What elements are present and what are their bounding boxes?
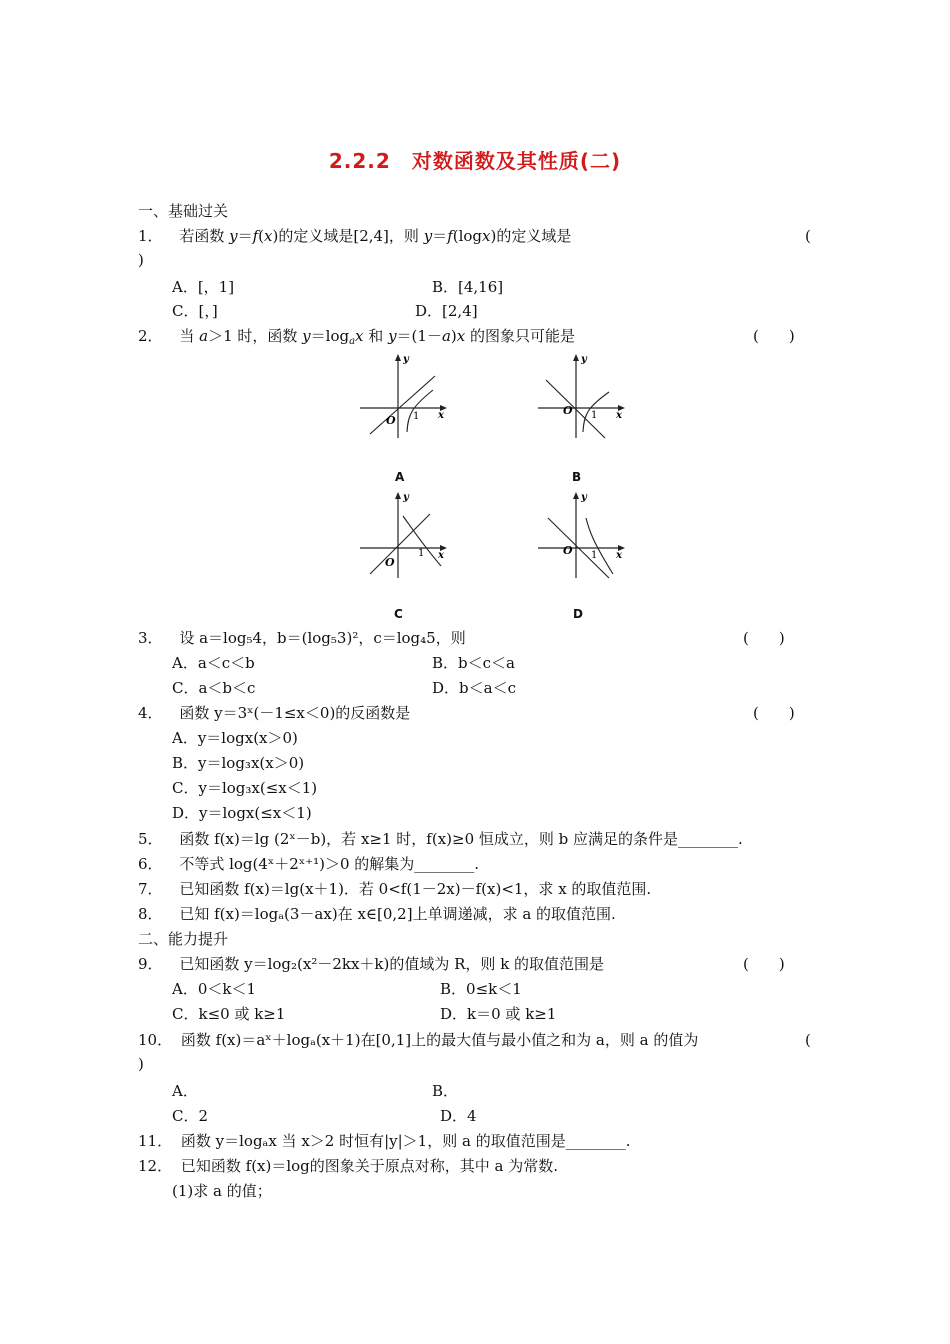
axis-label-x: x: [438, 550, 444, 561]
question-4: [138, 702, 410, 724]
option-a: A．0＜k＜1: [172, 980, 257, 998]
option-d: D．4: [440, 1107, 477, 1125]
axis-label-y: y: [581, 354, 587, 365]
question-2: [138, 325, 575, 347]
question-number: 2．: [138, 327, 163, 345]
question-9: [138, 953, 604, 975]
tick-one: 1: [413, 411, 420, 422]
question-12: [138, 1155, 558, 1177]
origin-label: O: [563, 404, 573, 417]
question-number: 12．: [138, 1157, 173, 1175]
option-d: D．k＝0 或 k≥1: [440, 1005, 557, 1023]
question-1: [138, 225, 571, 247]
option-a: A．y＝logx(x＞0): [172, 729, 298, 747]
tick-one: 1: [591, 410, 598, 421]
question-number: 8．: [138, 905, 163, 923]
option-c: C．[，]: [172, 302, 218, 320]
question-11: [138, 1130, 630, 1152]
question-stem: 已知函数 f(x)＝lg(x＋1)．若 0<f(1－2x)－f(x)<1，求 x 的取值范围.: [179, 880, 652, 898]
question-number: 9．: [138, 955, 163, 973]
question-stem: 已知函数 f(x)＝log的图象关于原点对称，其中 a 为常数.: [180, 1157, 559, 1175]
answer-paren: ( ): [743, 955, 785, 973]
axis-label-x: x: [616, 410, 622, 421]
question-6: [138, 853, 479, 875]
question-stem: 函数 y＝3ˣ(－1≤x＜0)的反函数是: [179, 704, 411, 722]
option-c: C．k≤0 或 k≥1: [172, 1005, 286, 1023]
question-stem: 函数 f(x)＝aˣ＋logₐ(x＋1)在[0,1]上的最大值与最小值之和为 a，则 a 的值为: [180, 1031, 699, 1049]
option-a: A．: [172, 1082, 198, 1100]
axis-label-y: y: [581, 492, 587, 503]
question-number: 4．: [138, 704, 163, 722]
axis-label-x: x: [438, 410, 444, 421]
option-b: B．y＝log₃x(x＞0): [172, 754, 305, 772]
origin-label: O: [563, 544, 573, 557]
option-b: B．[4,16]: [432, 278, 504, 296]
answer-paren-close: ): [138, 1055, 144, 1073]
answer-paren: ( ): [753, 327, 795, 345]
graph-label-b: B: [572, 470, 582, 484]
option-d: D．y＝logx(≤x＜1): [172, 804, 312, 822]
question-stem: 不等式 log(4ˣ＋2ˣ⁺¹)＞0 的解集为________.: [179, 855, 480, 873]
option-b: B．0≤k＜1: [440, 980, 522, 998]
origin-label: O: [386, 414, 396, 427]
question-number: 7．: [138, 880, 163, 898]
answer-paren-open: (: [805, 227, 811, 245]
option-b: B．b＜c＜a: [432, 654, 515, 672]
tick-one: 1: [418, 548, 425, 559]
graph-a: [355, 352, 450, 442]
question-number: 10．: [138, 1031, 173, 1049]
option-b: B．: [432, 1082, 459, 1100]
option-a: A．a＜c＜b: [172, 654, 255, 672]
question-8: [138, 903, 616, 925]
question-stem: 函数 y＝logₐx 当 x＞2 时恒有|y|＞1，则 a 的取值范围是________.: [180, 1132, 631, 1150]
question-12-part-1: (1)求 a 的值；: [172, 1182, 272, 1200]
section-heading-basic: 一、基础过关: [138, 202, 229, 220]
question-10: [138, 1029, 698, 1051]
question-stem: 已知 f(x)＝logₐ(3－ax)在 x∈[0,2]上单调递减，求 a 的取值范围.: [179, 905, 616, 923]
answer-paren: ( ): [753, 704, 795, 722]
graph-b: [533, 352, 628, 442]
question-stem: 设 a＝log₅4，b＝(log₅3)²，c＝log₄5，则: [179, 629, 466, 647]
answer-paren: ( ): [743, 629, 785, 647]
question-7: [138, 878, 651, 900]
option-c: C．y＝log₃x(≤x＜1): [172, 779, 318, 797]
option-a: A．[，1]: [172, 278, 235, 296]
graph-c: [355, 490, 450, 580]
graph-label-d: D: [573, 607, 583, 621]
question-stem: 当 a＞1 时，函数 $y=\log_ax$ 和 y＝(1－a)x 的图象只可能是: [179, 327, 576, 347]
question-3: [138, 627, 466, 649]
axis-label-x: x: [616, 550, 622, 561]
question-number: 6．: [138, 855, 163, 873]
graph-label-a: A: [395, 470, 405, 484]
origin-label: O: [385, 556, 395, 569]
question-stem: 函数 f(x)＝lg (2ˣ－b)，若 x≥1 时，f(x)≥0 恒成立，则 b 应满足的条件是________.: [179, 830, 743, 848]
question-5: [138, 828, 743, 850]
question-number: 5．: [138, 830, 163, 848]
option-c: C．a＜b＜c: [172, 679, 256, 697]
page-title: 2.2.2 对数函数及其性质(二): [328, 149, 622, 173]
question-stem: 若函数 y＝f(x)的定义域是[2,4]，则 y＝f(logx)的定义域是: [179, 227, 572, 245]
question-stem: 已知函数 y＝log₂(x²－2kx＋k)的值域为 R，则 k 的取值范围是: [179, 955, 605, 973]
answer-paren-close: ): [138, 251, 144, 269]
axis-label-y: y: [403, 354, 409, 365]
option-c: C．2: [172, 1107, 209, 1125]
axis-label-y: y: [403, 492, 409, 503]
section-heading-advanced: 二、能力提升: [138, 930, 229, 948]
question-number: 3．: [138, 629, 163, 647]
answer-paren-open: (: [805, 1031, 811, 1049]
option-d: D．[2,4]: [415, 302, 478, 320]
graph-label-c: C: [394, 607, 403, 621]
graph-d: [533, 490, 628, 580]
question-number: 11．: [138, 1132, 173, 1150]
option-d: D．b＜a＜c: [432, 679, 516, 697]
question-number: 1．: [138, 227, 163, 245]
tick-one: 1: [591, 550, 598, 561]
